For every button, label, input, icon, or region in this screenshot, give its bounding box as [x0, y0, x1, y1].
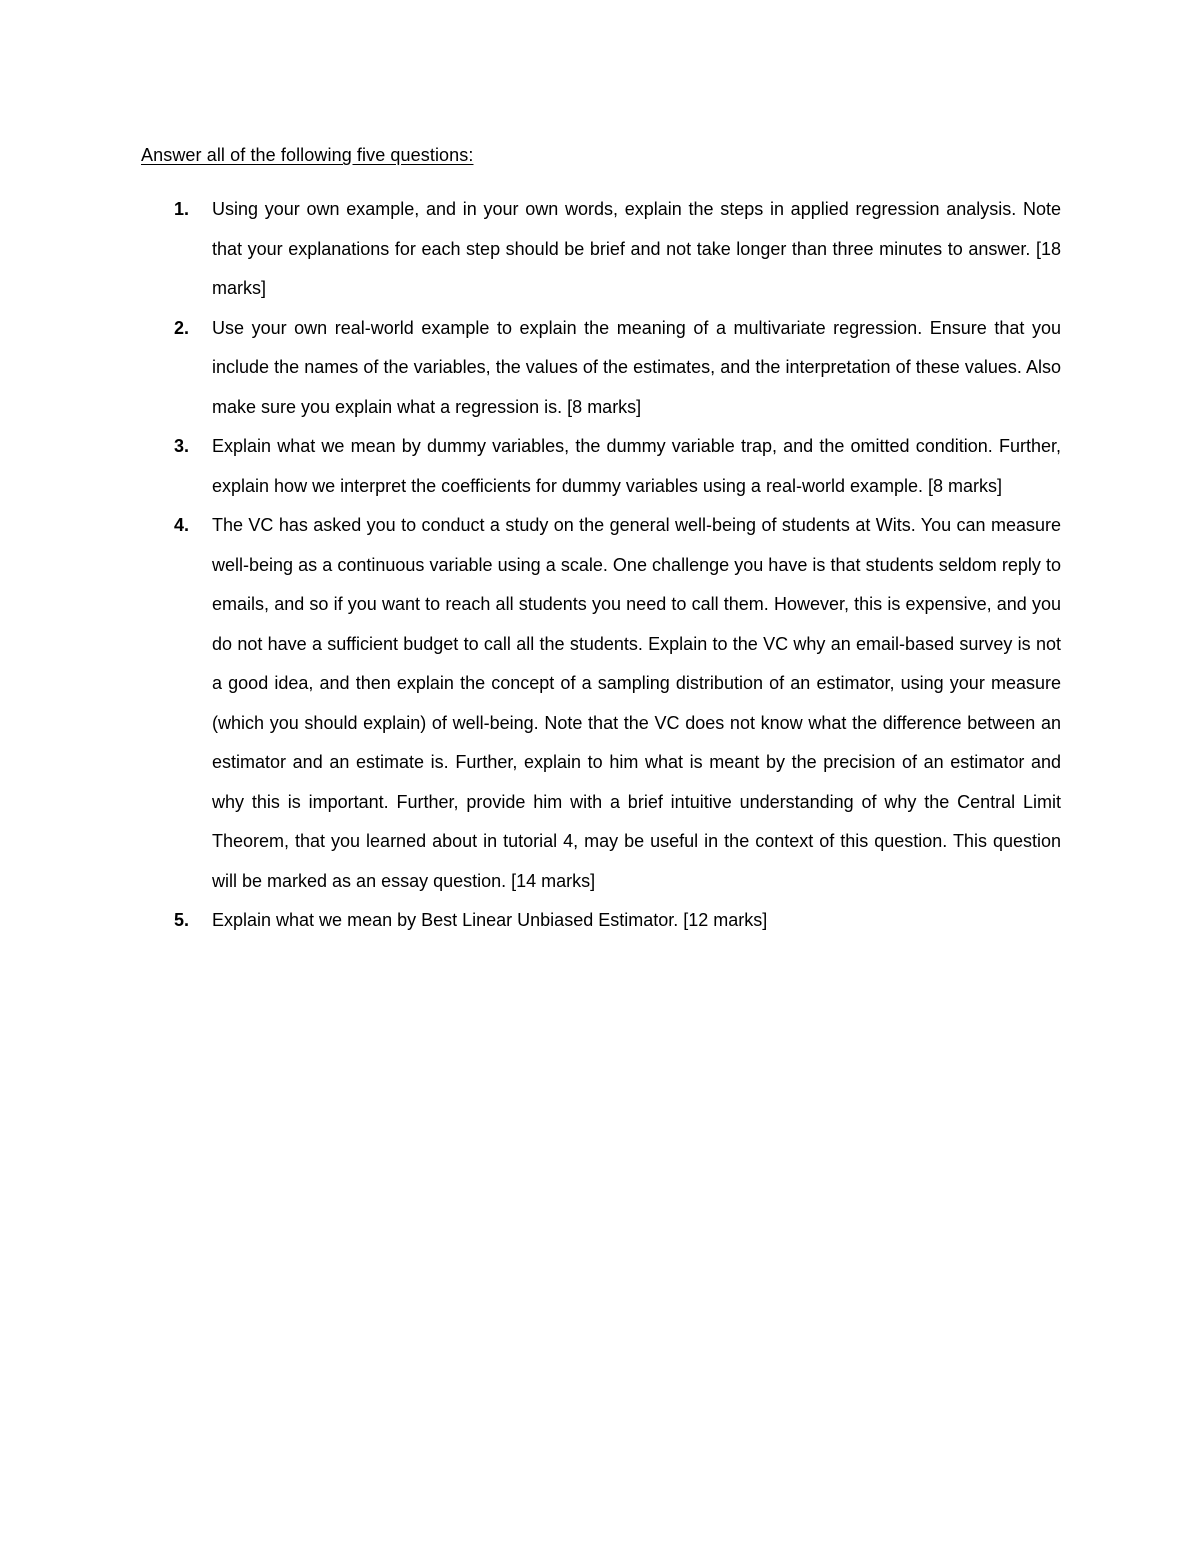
question-item-3	[141, 427, 1061, 506]
question-text: Use your own real-world example to explain the meaning of a multivariate regression. Ensure that you include the names of the variables, the values of the estimates, and the interpretation of these values. Also make sure you explain what a regression is. [8 marks]	[212, 317, 1061, 417]
question-number: 2.	[174, 317, 190, 338]
question-number: 5.	[174, 910, 190, 930]
question-item-5	[141, 901, 1061, 941]
question-number: 4.	[174, 515, 190, 535]
question-text: Explain what we mean by dummy variables, the dummy variable trap, and the omitted condition. Further, explain how we interpret the coefficients for dummy variables using a real-world example. [8 marks]	[212, 436, 1061, 496]
question-item-4	[141, 506, 1061, 901]
question-number: 3.	[174, 436, 190, 456]
instructions-heading: Answer all of the following five questions:	[141, 145, 474, 165]
question-text: The VC has asked you to conduct a study on the general well-being of students at Wits. You can measure well-being as a continuous variable using a scale. One challenge you have is that students seldom reply to emails, and so if you want to reach all students you need to call them. However, this is expensive, and you do not have a sufficient budget to call all the students. Explain to the VC why an email-based survey is not a good idea, and then explain the concept of a sampling distribution of an estimator, using your measure (which you should explain) of well-being. Note that the VC does not know what the difference between an estimator and an estimate is. Further, explain to him what is meant by the precision of an estimator and why this is important. Further, provide him with a brief intuitive understanding of why the Central Limit Theorem, that you learned about in tutorial 4, may be useful in the context of this question. This question will be marked as an essay question. [14 marks]	[212, 515, 1061, 891]
question-item-1	[141, 190, 1061, 309]
question-list	[141, 190, 1061, 941]
question-text: Using your own example, and in your own words, explain the steps in applied regression analysis. Note that your explanations for each step should be brief and not take longer than three minutes to answer. [18 marks]	[212, 199, 1061, 298]
question-item-2	[141, 309, 1061, 428]
question-number: 1.	[174, 199, 190, 219]
question-text: Explain what we mean by Best Linear Unbiased Estimator. [12 marks]	[212, 910, 768, 930]
